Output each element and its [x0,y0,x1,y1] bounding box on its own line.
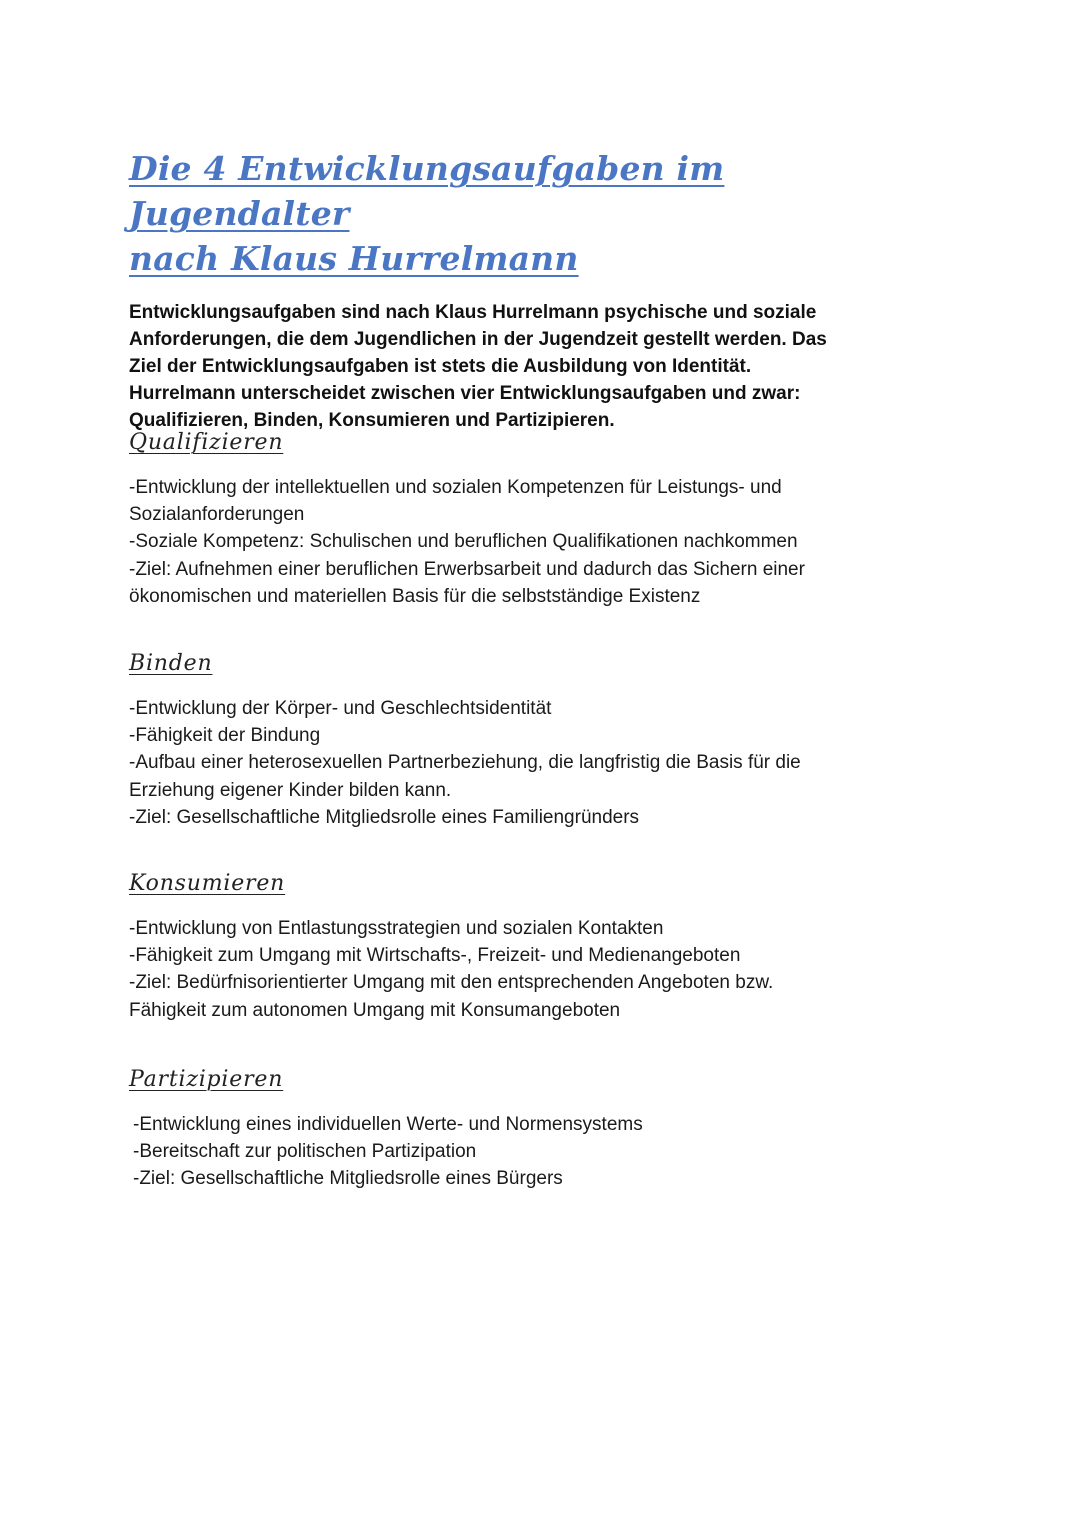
body-line: -Ziel: Gesellschaftliche Mitgliedsrolle eines Bürgers [133,1168,563,1190]
section-konsumieren [129,869,773,1024]
body-line: -Fähigkeit zum Umgang mit Wirtschafts-, Freizeit- und Medienangeboten [129,945,741,967]
body-line: -Ziel: Bedürfnisorientierter Umgang mit den entsprechenden Angeboten bzw. [129,972,774,994]
section-body [129,695,801,831]
body-line: -Bereitschaft zur politischen Partizipation [133,1141,477,1163]
intro-line: Anforderungen, die dem Jugendlichen in der Jugendzeit gestellt werden. Das [129,329,827,350]
body-line: -Soziale Kompetenz: Schulischen und beruflichen Qualifikationen nachkommen [129,531,798,553]
body-line: Erziehung eigener Kinder bilden kann. [129,779,452,801]
document-content [129,146,949,1190]
body-line: Sozialanforderungen [129,504,305,526]
section-binden [129,649,801,831]
section-partizipieren [129,1065,643,1193]
intro-paragraph [129,299,949,434]
body-line: Fähigkeit zum autonomen Umgang mit Konsumangeboten [129,999,621,1021]
section-body [133,1111,643,1193]
intro-line: Ziel der Entwicklungsaufgaben ist stets die Ausbildung von Identität. [129,356,752,377]
body-line: -Ziel: Aufnehmen einer beruflichen Erwerbsarbeit und dadurch das Sichern einer [129,558,805,580]
title-line: Die 4 Entwicklungsaufgaben im Jugendalter [129,149,725,233]
body-line: -Aufbau einer heterosexuellen Partnerbeziehung, die langfristig die Basis für die [129,752,801,774]
body-line: -Entwicklung von Entlastungsstrategien und sozialen Kontakten [129,918,664,939]
body-line: ökonomischen und materiellen Basis für die selbstständige Existenz [129,585,701,607]
intro-line: Entwicklungsaufgaben sind nach Klaus Hurrelmann psychische und soziale [129,302,817,323]
body-line: -Entwicklung eines individuellen Werte- und Normensystems [133,1114,643,1135]
body-line: -Ziel: Gesellschaftliche Mitgliedsrolle eines Familiengründers [129,806,640,828]
body-line: -Fähigkeit der Bindung [129,725,321,747]
section-body [129,474,805,610]
body-line: -Entwicklung der intellektuellen und sozialen Kompetenzen für Leistungs- und [129,477,782,498]
section-body [129,915,773,1024]
body-line: -Entwicklung der Körper- und Geschlechtsidentität [129,698,552,719]
title-line: nach Klaus Hurrelmann [129,239,579,278]
section-heading: Konsumieren [129,871,286,896]
section-heading: Binden [129,651,213,676]
document-title [129,146,949,281]
section-heading: Partizipieren [129,1067,284,1092]
section-heading: Qualifizieren [129,430,284,455]
intro-line: Hurrelmann unterscheidet zwischen vier Entwicklungsaufgaben und zwar: [129,383,801,404]
section-qualifizieren [129,428,805,610]
intro-line: Qualifizieren, Binden, Konsumieren und Partizipieren. [129,410,615,431]
